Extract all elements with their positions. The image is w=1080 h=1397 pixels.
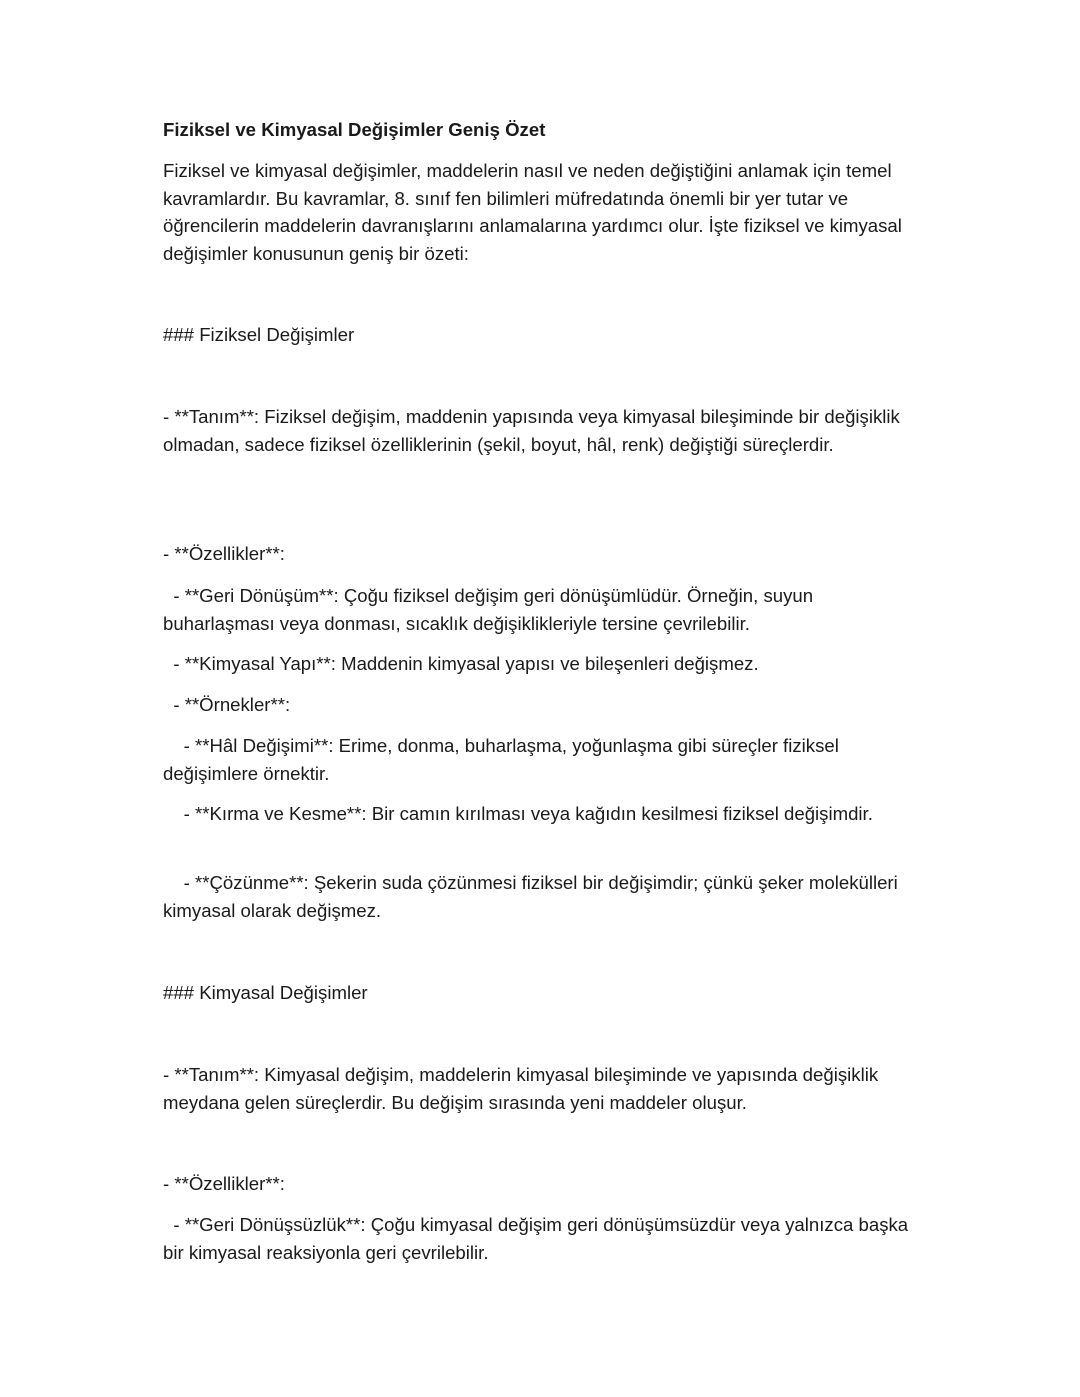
physical-examples-label: - **Örnekler**: (163, 694, 291, 715)
chemical-definition: - **Tanım**: Kimyasal değişim, maddelerin kimyasal bileşiminde ve yapısında değişiklik meydana gelen süreçlerdir. Bu değişim sırasında yeni maddeler oluşur. (163, 1064, 884, 1113)
physical-definition: - **Tanım**: Fiziksel değişim, maddenin yapısında veya kimyasal bileşiminde bir değişiklik olmadan, sadece fiziksel özelliklerinin (şekil, boyut, hâl, renk) değiştiği süreçlerdir. (163, 406, 905, 455)
physical-properties-label: - **Özellikler**: (163, 543, 285, 564)
physical-chemical-structure: - **Kimyasal Yapı**: Maddenin kimyasal yapısı ve bileşenleri değişmez. (163, 653, 759, 674)
example-dissolving: - **Çözünme**: Şekerin suda çözünmesi fiziksel bir değişimdir; çünkü şeker molekülleri kimyasal olarak değişmez. (163, 872, 903, 921)
document-title: Fiziksel ve Kimyasal Değişimler Geniş Özet (163, 119, 546, 140)
physical-changes-heading: ### Fiziksel Değişimler (163, 324, 355, 345)
example-breaking-cutting: - **Kırma ve Kesme**: Bir camın kırılması veya kağıdın kesilmesi fiziksel değişimdir. (163, 803, 873, 824)
intro-paragraph: Fiziksel ve kimyasal değişimler, maddelerin nasıl ve neden değiştiğini anlamak için temel kavramlardır. Bu kavramlar, 8. sınıf fen bilimleri müfredatında önemli bir yer tutar ve öğrencilerin maddelerin davranışlarını anlamalarına yardımcı olur. İşte fiziksel ve kimyasal değişimler konusunun geniş bir özeti: (163, 160, 908, 264)
chemical-irreversibility: - **Geri Dönüşsüzlük**: Çoğu kimyasal değişim geri dönüşümsüzdür veya yalnızca başka bir kimyasal reaksiyonla geri çevrilebilir. (163, 1214, 914, 1263)
example-state-change: - **Hâl Değişimi**: Erime, donma, buharlaşma, yoğunlaşma gibi süreçler fiziksel değişimlere örnektir. (163, 735, 845, 784)
chemical-changes-heading: ### Kimyasal Değişimler (163, 982, 368, 1003)
chemical-properties-label: - **Özellikler**: (163, 1173, 285, 1194)
physical-reversibility: - **Geri Dönüşüm**: Çoğu fiziksel değişim geri dönüşümlüdür. Örneğin, suyun buharlaşması veya donması, sıcaklık değişiklikleriyle tersine çevrilebilir. (163, 585, 819, 634)
